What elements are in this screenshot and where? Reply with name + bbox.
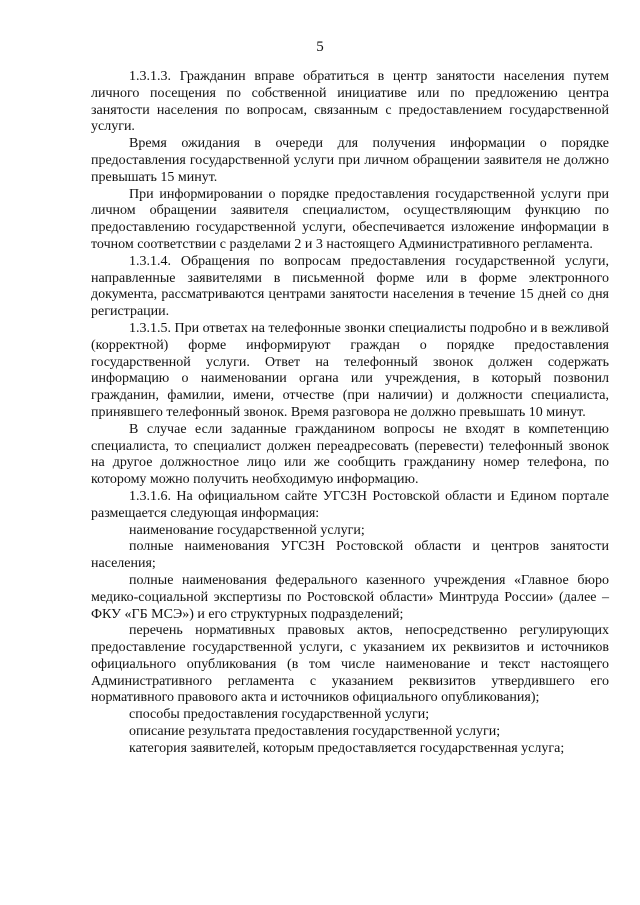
paragraph-waiting-time: Время ожидания в очереди для получения информации о порядке предоставления государственной услуги при личном обращении заявителя не должно превышать 15 минут. (91, 136, 609, 185)
paragraph-personal-informing: При информировании о порядке предоставления государственной услуги при личном обращении заявителя специалистом, осуществляющим функцию по предоставлению государственной услуги, обеспечивается изложение информации в точном соответствии с разделами 2 и 3 настоящего Административного регламента. (91, 186, 609, 252)
list-item-applicant-category: категория заявителей, которым предоставляется государственная услуга; (129, 740, 565, 756)
list-item-full-names-fku: полные наименования федерального казенного учреждения «Главное бюро медико-социальной экспертизы по Ростовской области» Минтруда России» (далее – ФКУ «ГБ МСЭ») и его структурных подразделений; (91, 572, 609, 622)
list-item-result-description: описание результата предоставления государственной услуги; (129, 724, 501, 740)
list-item-service-name: наименование государственной услуги; (129, 522, 365, 538)
list-item-full-names-ugszn: полные наименования УГСЗН Ростовской области и центров занятости населения; (91, 539, 609, 572)
document-body (91, 69, 609, 758)
paragraph-1-3-1-4: 1.3.1.4. Обращения по вопросам предоставления государственной услуги, направленные заявителями в письменной форме или в форме электронного документа, рассматриваются центрами занятости населения в течение 15 дней со дня регистрации. (91, 253, 609, 320)
page-number: 5 (316, 39, 324, 55)
paragraph-redirect-call: В случае если заданные гражданином вопросы не входят в компетенцию специалиста, то специалист должен переадресовать (перевести) телефонный звонок на другое должностное лицо или же сообщить гражданину номер телефона, по которому можно получить необходимую информацию. (91, 421, 609, 488)
paragraph-1-3-1-6: 1.3.1.6. На официальном сайте УГСЗН Ростовской области и Едином портале размещается следующая информация: (91, 488, 609, 521)
list-item-legal-acts: перечень нормативных правовых актов, непосредственно регулирующих предоставление государственной услуги, с указанием их реквизитов и источников официального опубликования (в том числе наименование и текст настоящего Административного регламента с указанием реквизитов утвердившего его нормативного правового акта и источников официального опубликования); (91, 623, 609, 706)
paragraph-1-3-1-5: 1.3.1.5. При ответах на телефонные звонки специалисты подробно и в вежливой (корректной) форме информируют граждан о порядке предоставления государственной услуги. Ответ на телефонный звонок должен содержать информацию о наименовании органа или учреждения, в который позвонил гражданин, фамилии, имени, отчестве (при наличии) и должности специалиста, принявшего телефонный звонок. Время разговора не должно превышать 10 минут. (91, 320, 609, 420)
paragraph-1-3-1-3: 1.3.1.3. Гражданин вправе обратиться в центр занятости населения путем личного посещения по собственной инициативе или по предложению центра занятости населения по вопросам, связанным с предоставлением государственной услуги. (91, 69, 609, 135)
list-item-service-methods: способы предоставления государственной услуги; (129, 707, 430, 723)
